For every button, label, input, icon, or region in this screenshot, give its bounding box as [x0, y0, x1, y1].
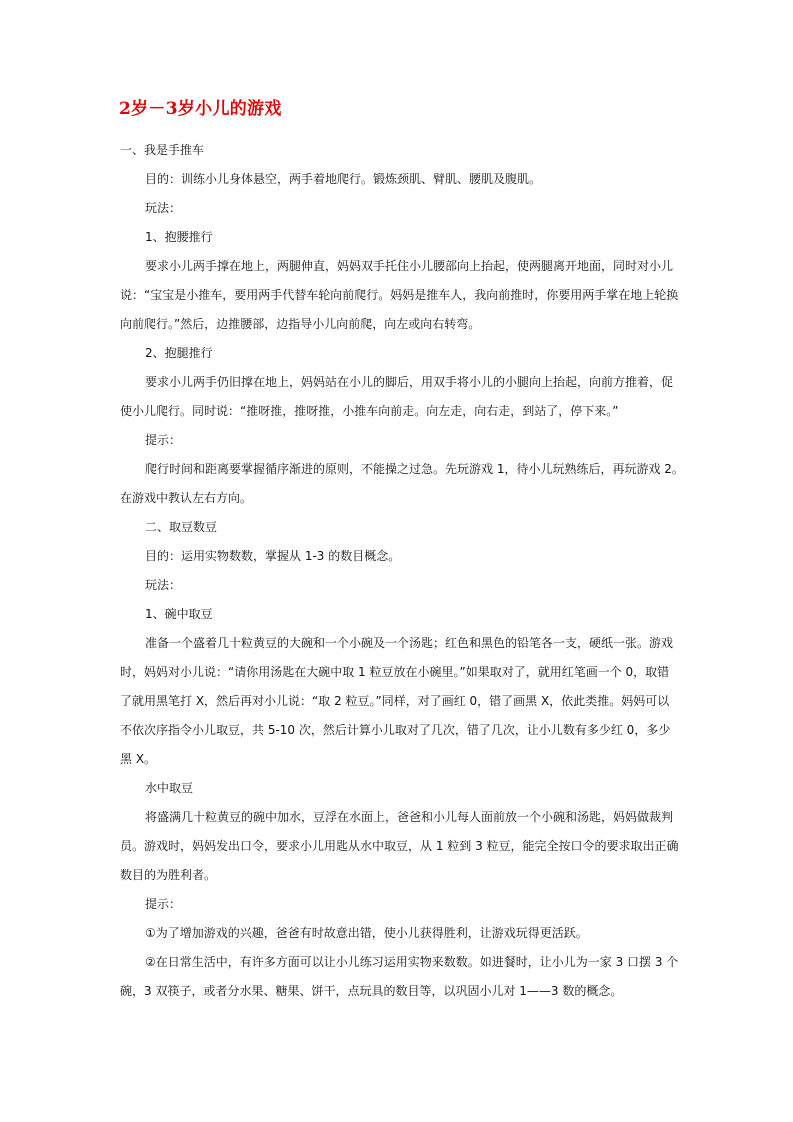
paragraph-purpose-2: 目的：运用实物数数，掌握从 1-3 的数目概念。 — [145, 549, 401, 563]
paragraph-line: 不依次序指令小儿取豆，共 5-10 次，然后计算小儿取对了几次，错了几次，让小儿数有多少红 0，多少 — [120, 723, 671, 737]
paragraph-line: 爬行时间和距离要掌握循序渐进的原则，不能操之过急。先玩游戏 1，待小儿玩熟练后，再玩游戏 2。 — [145, 462, 684, 476]
paragraph-line: 准备一个盛着几十粒黄豆的大碗和一个小碗及一个汤匙；红色和黑色的铅笔各一支，硬纸一张。游戏 — [145, 636, 674, 650]
tip-item-1: ①为了增加游戏的兴趣，爸爸有时故意出错，使小儿获得胜利，让游戏玩得更活跃。 — [145, 926, 588, 940]
paragraph-method-label: 玩法： — [145, 201, 182, 215]
section-heading-2: 二、取豆数豆 — [145, 520, 218, 534]
subheading-leg-push: 2、抱腿推行 — [145, 346, 213, 360]
paragraph-line: 将盛满几十粒黄豆的碗中加水，豆浮在水面上，爸爸和小儿每人面前放一个小碗和汤匙，妈妈做裁判 — [145, 810, 674, 824]
paragraph-line: 员。游戏时，妈妈发出口令，要求小儿用匙从水中取豆，从 1 粒到 3 粒豆，能完全按口令的要求取出正确 — [120, 839, 679, 853]
tip-item-2: ②在日常生活中，有许多方面可以让小儿练习运用实物来数数。如进餐时，让小儿为一家 3 口摆 3 个 — [145, 955, 679, 969]
paragraph-method-label: 玩法： — [145, 578, 182, 592]
tips-label: 提示： — [145, 897, 182, 911]
paragraph-line: 要求小儿两手撑在地上，两腿伸直，妈妈双手托住小儿腰部向上抬起，使两腿离开地面，同时对小儿 — [145, 259, 674, 273]
paragraph-line: 向前爬行。”然后，边推腰部，边指导小儿向前爬，向左或向右转弯。 — [120, 317, 481, 331]
subheading-waist-push: 1、抱腰推行 — [145, 230, 213, 244]
paragraph-line: 使小儿爬行。同时说：“推呀推，推呀推，小推车向前走。向左走，向右走，到站了，停下来。” — [120, 404, 619, 418]
paragraph-line: 说：“宝宝是小推车，要用两手代替车轮向前爬行。妈妈是推车人，我向前推时，你要用两手掌在地上轮换 — [120, 288, 679, 302]
section-heading-1: 一、我是手推车 — [120, 143, 205, 157]
page-title: 2岁－3岁小儿的游戏 — [119, 99, 282, 119]
subheading-water: 水中取豆 — [145, 781, 194, 795]
paragraph-line: 数目的为胜利者。 — [120, 868, 217, 882]
paragraph-line: 要求小儿两手仍旧撑在地上，妈妈站在小儿的脚后，用双手将小儿的小腿向上抬起，向前方推着，促 — [145, 375, 674, 389]
subheading-bowl: 1、碗中取豆 — [145, 607, 213, 621]
paragraph-line: 碗，3 双筷子，或者分水果、糖果、饼干，点玩具的数目等，以巩固小儿对 1——3 数的概念。 — [120, 984, 623, 998]
tips-label: 提示： — [145, 433, 182, 447]
paragraph-line: 在游戏中教认左右方向。 — [120, 491, 253, 505]
paragraph-purpose-1: 目的：训练小儿身体悬空，两手着地爬行。锻炼颈肌、臂肌、腰肌及腹肌。 — [145, 172, 542, 186]
paragraph-line: 了就用黑笔打 X，然后再对小儿说：“取 2 粒豆。”同样，对了画红 0，错了画黑 X，依此类推。妈妈可以 — [120, 694, 670, 708]
paragraph-line: 时，妈妈对小儿说：“请你用汤匙在大碗中取 1 粒豆放在小碗里。”如果取对了，就用红笔画一个 0，取错 — [120, 665, 670, 679]
paragraph-line: 黑 X。 — [120, 752, 157, 766]
